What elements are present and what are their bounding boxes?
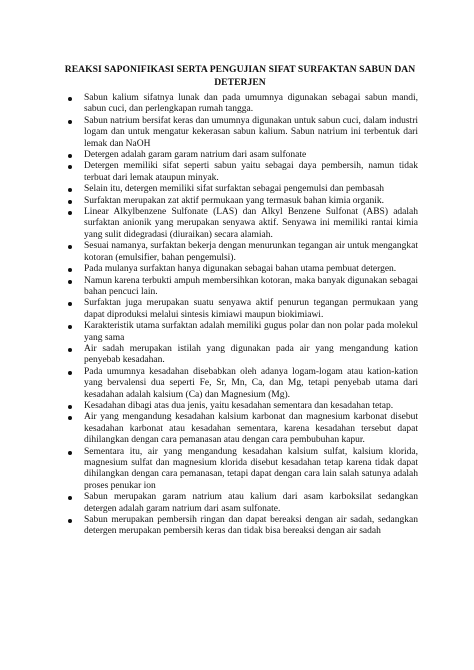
list-item-text: Surfaktan merupakan zat aktif permukaan yang termasuk bahan kimia organik. — [84, 195, 385, 206]
list-item-text: Sesuai namanya, surfaktan bekerja dengan menurunkan tegangan air untuk mengangkat kotoran (emulsifier, bahan pengemulsi). — [84, 241, 418, 263]
list-item — [66, 344, 418, 367]
list-item — [66, 492, 418, 515]
bullet-icon — [68, 165, 72, 169]
list-item — [66, 412, 418, 446]
list-item-text: Sabun natrium bersifat keras dan umumnya digunakan untuk sabun cuci, dalam industri logam dan untuk mengatur kekerasan sabun kalium. Sabun natrium ini terbentuk dari lemak dan NaOH — [84, 115, 418, 149]
list-item-text: Air sadah merupakan istilah yang digunakan pada air yang mengandung kation penyebab kesadahan. — [84, 343, 418, 366]
list-item-text: Pada umumnya kesadahan disebabkan oleh adanya logam-logam atau kation-kation yang bervalensi dua seperti Fe, Sr, Mn, Ca, dan Mg, tetapi penyebab utama dari kesadahan adalah kalsium (Ca) dan Magnesium (Mg). — [84, 366, 418, 400]
list-item-text: Sabun merupakan garam natrium atau kalium dari asam karboksilat sedangkan detergen adalah garam natrium dari asam sulfonate. — [84, 492, 418, 514]
bullet-icon — [68, 211, 72, 215]
list-item — [66, 264, 418, 275]
bullet-icon — [68, 268, 72, 272]
list-item-text: Sabun merupakan pembersih ringan dan dapat bereaksi dengan air sadah, sedangkan detergen merupakan pembersih keras dan tidak bisa bereaksi dengan air sadah — [84, 515, 418, 537]
list-item — [66, 150, 418, 161]
list-item — [66, 116, 418, 150]
bullet-icon — [68, 188, 72, 192]
bullet-icon — [68, 325, 72, 329]
bullet-icon — [68, 97, 72, 101]
bullet-icon — [68, 245, 72, 249]
list-item-text: Linear Alkylbenzene Sulfonate (LAS) dan Alkyl Benzene Sulfonat (ABS) adalah surfaktan anionik yang merupakan senyawa aktif. Senyawa ini memiliki rantai kimia yang sulit didegradasi (diuraikan) secara alamiah. — [84, 207, 418, 240]
bullet-icon — [68, 405, 72, 409]
list-item — [66, 298, 418, 321]
list-item-text: Detergen memiliki sifat seperti sabun yaitu sebagai daya pembersih, namun tidak terbuat dari lemak ataupun minyak. — [84, 161, 418, 183]
bullet-icon — [68, 371, 72, 375]
list-item-text: Pada mulanya surfaktan hanya digunakan sebagai bahan utama pembuat detergen. — [84, 264, 397, 275]
list-item-text: Detergen adalah garam garam natrium dari asam sulfonate — [84, 150, 307, 161]
bullet-icon — [68, 451, 72, 455]
bullet-icon — [68, 348, 72, 352]
list-item — [66, 447, 418, 493]
list-item — [66, 161, 418, 184]
list-item-text: Karakteristik utama surfaktan adalah memiliki gugus polar dan non polar pada molekul yang sama — [84, 321, 418, 343]
list-item-text: Sementara itu, air yang mengandung kesadahan kalsium sulfat, kalsium klorida, magnesium sulfat dan magnesium klorida disebut kesadahan tetap karena tidak dapat dihilangkan dengan cara pemanasan, tetapi dapat dengan cara lain salah satunya adalah proses penukar ion — [84, 446, 418, 491]
bullet-icon — [68, 519, 72, 523]
list-item-text: Air yang mengandung kesadahan kalsium karbonat dan magnesium karbonat disebut kesadahan karbonat atau kesadahan sementara, karena kesadahan tersebut dapat dihilangkan dengan cara pemanasan atau dengan cara pembubuhan kapur. — [84, 412, 418, 446]
list-item — [66, 276, 418, 299]
list-item — [66, 196, 418, 207]
list-item — [66, 367, 418, 401]
bullet-icon — [68, 280, 72, 284]
bullet-icon — [68, 302, 72, 306]
list-item — [66, 515, 418, 538]
bullet-icon — [68, 200, 72, 204]
document-title: REAKSI SAPONIFIKASI SERTA PENGUJIAN SIFAT SURFAKTAN SABUN DAN DETERJEN — [64, 64, 416, 88]
bullet-icon — [68, 496, 72, 500]
list-item — [66, 321, 418, 344]
bullet-icon — [68, 154, 72, 158]
list-item — [66, 241, 418, 264]
list-item — [66, 401, 418, 412]
list-item — [66, 207, 418, 241]
list-item-text: Kesadahan dibagi atas dua jenis, yaitu kesadahan sementara dan kesadahan tetap. — [84, 400, 394, 411]
list-item-text: Selain itu, detergen memiliki sifat surfaktan sebagai pengemulsi dan pembasah — [84, 184, 385, 195]
list-item-text: Sabun kalium sifatnya lunak dan pada umumnya digunakan sebagai sabun mandi, sabun cuci, dan perlengkapan rumah tangga. — [84, 93, 418, 115]
list-item — [66, 184, 418, 195]
bullet-list — [66, 93, 418, 538]
list-item-text: Surfaktan juga merupakan suatu senyawa aktif penurun tegangan permukaan yang dapat diproduksi melalui sintesis kimiawi maupun biokimiawi. — [84, 298, 418, 320]
bullet-icon — [68, 120, 72, 124]
bullet-icon — [68, 416, 72, 420]
list-item — [66, 93, 418, 116]
list-item-text: Namun karena terbukti ampuh membersihkan kotoran, maka banyak digunakan sebagai bahan pencuci lain. — [84, 275, 418, 297]
